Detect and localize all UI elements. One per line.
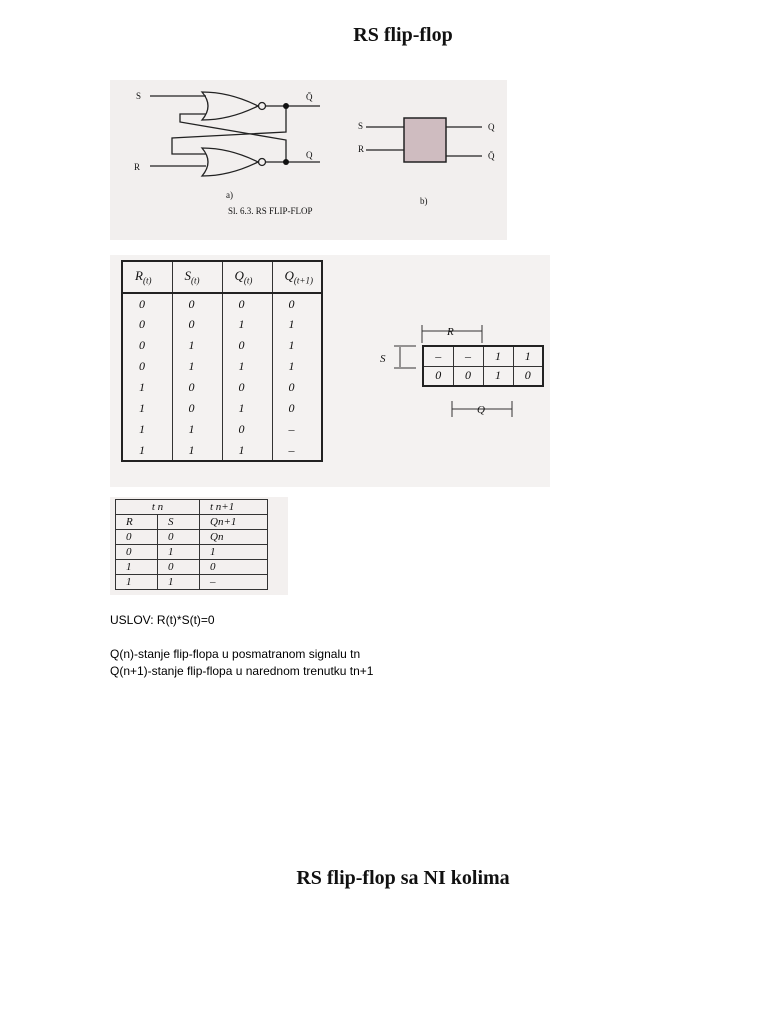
figure-caption: Sl. 6.3. RS FLIP-FLOP: [228, 206, 313, 216]
table-row: 0 0 0 0: [122, 293, 322, 314]
output-qbar-label: Q̄: [306, 92, 313, 102]
nor-circuit-diagram: [110, 80, 507, 240]
kmap-s-label: S: [380, 353, 386, 365]
kmap-row: – – 1 1: [423, 346, 543, 366]
state-table: [115, 499, 268, 590]
block-qbar-label: Q̄: [488, 151, 495, 161]
kmap-row: 0 0 1 0: [423, 366, 543, 386]
header-q: $Q_{(t)}$: [222, 261, 272, 293]
state-table-figure: [110, 497, 288, 595]
inverter-bubble-bottom: [259, 159, 266, 166]
block-q-label: Q: [488, 122, 495, 132]
nor-gate-bottom: [202, 148, 258, 176]
table-row: 0 1 1 1: [122, 356, 322, 377]
figure-label-a: a): [226, 190, 233, 200]
table-row: 0 0 1 1: [122, 314, 322, 335]
flipflop-circuit-figure: [110, 80, 507, 240]
kmap-q-label: Q: [477, 404, 485, 416]
state-table-top-header: t n t n+1: [116, 500, 268, 515]
inverter-bubble-top: [259, 103, 266, 110]
block-r-label: R: [358, 144, 365, 154]
header-q-next: $Q_{(t+1)}$: [272, 261, 322, 293]
header-s: $S_{(t)}$: [172, 261, 222, 293]
table-row: 1 1 1 –: [122, 440, 322, 461]
state-table-header: R S Qn+1: [116, 515, 268, 530]
table-row: 0 1 1: [116, 545, 268, 560]
table-row: 1 1 0 –: [122, 419, 322, 440]
notes-block: [110, 612, 373, 680]
definition-qn1: Q(n+1)-stanje flip-flopa u narednom trenutku tn+1: [110, 664, 374, 678]
condition-text: USLOV: R(t)*S(t)=0: [110, 613, 215, 627]
table-row: 1 0 0: [116, 560, 268, 575]
input-s-label: S: [136, 91, 142, 101]
flipflop-block: [404, 118, 446, 162]
page-title: RS flip-flop: [353, 24, 453, 46]
definition-qn: Q(n)-stanje flip-flopa u posmatranom signalu tn: [110, 647, 361, 661]
table-row: 0 1 0 1: [122, 335, 322, 356]
table-row: 0 0 Qn: [116, 530, 268, 545]
header-r: $R_{(t)}$: [122, 261, 172, 293]
truth-table-figure: [110, 255, 550, 487]
section-title: RS flip-flop sa NI kolima: [296, 867, 510, 889]
table-row: 1 0 1 0: [122, 398, 322, 419]
figure-label-b: b): [420, 196, 428, 206]
kmap-r-label: R: [447, 326, 454, 338]
karnaugh-map: [422, 345, 544, 387]
table-row: 1 0 0 0: [122, 377, 322, 398]
table-row: 1 1 –: [116, 575, 268, 590]
nor-gate-top: [202, 92, 258, 120]
block-s-label: S: [358, 121, 364, 131]
junction-dot: [283, 159, 289, 165]
output-q-label: Q: [306, 150, 313, 160]
input-r-label: R: [134, 162, 141, 172]
junction-dot: [283, 103, 289, 109]
